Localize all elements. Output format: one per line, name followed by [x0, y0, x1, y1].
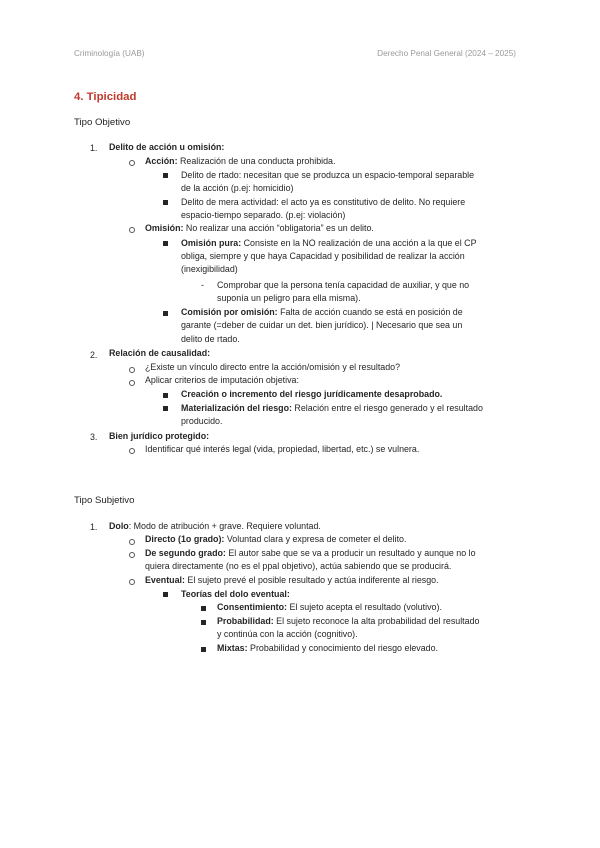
- pura-line-b: obliga, siempre y que haya Capacidad y posibilidad de realizar la acción: [181, 251, 465, 261]
- circle-bullet-icon: [129, 579, 135, 585]
- circle-bullet-icon: [129, 227, 135, 233]
- directo-text: Voluntad clara y expresa de cometer el delito.: [224, 534, 407, 544]
- segundo-line-a: [145, 548, 476, 559]
- square-bullet-icon: [163, 406, 168, 411]
- comprobar-line-b: suponía un peligro para ella misma).: [217, 293, 361, 303]
- list-number: 3.: [90, 432, 98, 442]
- teorias-line: Teorías del dolo eventual:: [181, 589, 290, 599]
- mixtas-label: Mixtas:: [217, 643, 248, 653]
- causal-question: ¿Existe un vínculo directo entre la acción/omisión y el resultado?: [145, 362, 401, 372]
- square-bullet-icon: [163, 592, 168, 597]
- dolo-text: : Modo de atribución + grave. Requiere voluntad.: [128, 521, 321, 531]
- omision-text: No realizar una acción “obligatoria” es un delito.: [183, 223, 374, 233]
- resultado-line-b: de la acción (p.ej: homicidio): [181, 183, 294, 193]
- comision-label: Comisión por omisión:: [181, 307, 278, 317]
- consent-text: El sujeto acepta el resultado (volutivo).: [287, 602, 442, 612]
- accion-text: Realización de una conducta prohibida.: [177, 156, 336, 166]
- dash-bullet: -: [201, 280, 204, 290]
- list-number: 1.: [90, 522, 98, 532]
- square-bullet-icon: [201, 606, 206, 611]
- eventual-text: El sujeto prevé el posible resultado y actúa indiferente al riesgo.: [184, 575, 439, 585]
- comision-line-b: garante (=deber de cuidar un det. bien jurídico). | Necesario que sea un: [181, 320, 463, 330]
- prob-label: Probabilidad:: [217, 616, 274, 626]
- section-title: 4. Tipicidad: [74, 91, 137, 103]
- square-bullet-icon: [163, 200, 168, 205]
- comision-text-a: Falta de acción cuando se está en posición de: [277, 307, 463, 317]
- segundo-label: De segundo grado:: [145, 548, 226, 558]
- bien-line: Identificar qué interés legal (vida, propiedad, libertad, etc.) se vulnera.: [145, 444, 420, 454]
- prob-text-a: El sujeto reconoce la alta probabilidad del resultado: [273, 616, 480, 626]
- mera-line-a: Delito de mera actividad: el acto ya es constitutivo de delito. No requiere: [181, 197, 466, 207]
- mat-text-a: Relación entre el riesgo generado y el resultado: [291, 403, 483, 413]
- mixtas-text: Probabilidad y conocimiento del riesgo elevado.: [247, 643, 439, 653]
- circle-bullet-icon: [129, 552, 135, 558]
- page-header: [74, 49, 516, 63]
- accion-line: [145, 156, 335, 167]
- circle-bullet-icon: [129, 539, 135, 545]
- list-number: 1.: [90, 143, 98, 153]
- header-right: Derecho Penal General (2024 – 2025): [377, 49, 516, 58]
- segundo-line-b: quiera directamente (no es el ppal objetivo), actúa sabiendo que se producirá.: [145, 561, 452, 571]
- eventual-line: [145, 575, 439, 586]
- omision-label: Omisión:: [145, 223, 184, 233]
- square-bullet-icon: [163, 393, 168, 398]
- square-bullet-icon: [163, 311, 168, 316]
- omision-line: [145, 223, 374, 234]
- directo-line: [145, 534, 406, 545]
- directo-label: Directo (1o grado):: [145, 534, 225, 544]
- comprobar-line-a: Comprobar que la persona tenía capacidad de auxiliar, y que no: [217, 280, 470, 290]
- consent-label: Consentimiento:: [217, 602, 288, 612]
- resultado-line-a: Delito de rtado: necesitan que se produzca un espacio-temporal separable: [181, 170, 475, 180]
- pura-label: Omisión pura:: [181, 238, 242, 248]
- prob-line-b: y continúa con la acción (cognitivo).: [217, 629, 358, 639]
- pura-line-a: [181, 238, 477, 249]
- circle-bullet-icon: [129, 380, 135, 386]
- circle-bullet-icon: [129, 367, 135, 373]
- segundo-text-a: El autor sabe que se va a producir un resultado y aunque no lo: [225, 548, 476, 558]
- dolo-line: [109, 521, 321, 532]
- square-bullet-icon: [201, 620, 206, 625]
- item2-title: Relación de causalidad:: [109, 348, 211, 358]
- consent-line: [217, 602, 442, 613]
- tipo-subjetivo-heading: Tipo Subjetivo: [74, 495, 135, 506]
- square-bullet-icon: [163, 241, 168, 246]
- item1-title: Delito de acción u omisión:: [109, 142, 225, 152]
- creacion-line: Creación o incremento del riesgo jurídicamente desaprobado.: [181, 389, 443, 399]
- criterios-line: Aplicar criterios de imputación objetiva:: [145, 375, 299, 385]
- square-bullet-icon: [163, 173, 168, 178]
- comision-line-c: delito de rtado.: [181, 334, 240, 344]
- header-left: Criminología (UAB): [74, 49, 145, 58]
- eventual-label: Eventual:: [145, 575, 185, 585]
- mat-line-b: producido.: [181, 416, 223, 426]
- accion-label: Acción:: [145, 156, 178, 166]
- mat-label: Materialización del riesgo:: [181, 403, 292, 413]
- circle-bullet-icon: [129, 448, 135, 454]
- mera-line-b: espacio-tiempo separado. (p.ej: violación): [181, 210, 346, 220]
- mixtas-line: [217, 643, 438, 654]
- square-bullet-icon: [201, 647, 206, 652]
- pura-text-a: Consiste en la NO realización de una acción a la que el CP: [241, 238, 477, 248]
- pura-line-c: (inexigibilidad): [181, 264, 238, 274]
- circle-bullet-icon: [129, 160, 135, 166]
- list-number: 2.: [90, 350, 98, 360]
- item3-title: Bien jurídico protegido:: [109, 431, 210, 441]
- prob-line-a: [217, 616, 479, 627]
- tipo-objetivo-heading: Tipo Objetivo: [74, 117, 131, 128]
- dolo-label: Dolo: [109, 521, 129, 531]
- mat-line-a: [181, 403, 483, 414]
- comision-line-a: [181, 307, 463, 318]
